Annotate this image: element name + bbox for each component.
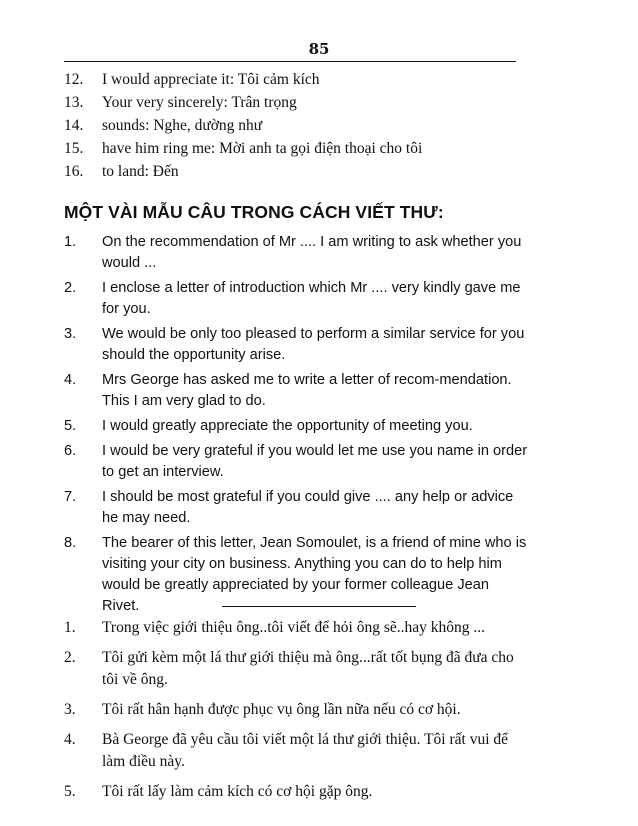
item-text: I would greatly appreciate the opportunity of meeting you. [102, 418, 473, 434]
item-text: Tôi rất lấy làm cảm kích có cơ hội gặp ông. [102, 783, 373, 800]
list-item [64, 232, 528, 274]
item-number: 15. [64, 140, 84, 157]
list-item [64, 533, 528, 617]
glossary-item [64, 114, 422, 137]
list-item [64, 729, 530, 773]
item-text: The bearer of this letter, Jean Somoulet, is a friend of mine who is visiting your city on business. Anything you can do to help him would be greatly appreciated by your former colleague Jean Rivet. [102, 535, 527, 614]
list-item [64, 617, 530, 639]
item-number: 14. [64, 117, 84, 134]
list-item [64, 324, 528, 366]
item-number: 5. [64, 418, 77, 434]
list-item [64, 699, 530, 721]
glossary-list [64, 68, 422, 183]
item-number: 12. [64, 71, 84, 88]
glossary-item [64, 91, 422, 114]
section-heading: MỘT VÀI MẪU CÂU TRONG CÁCH VIẾT THƯ: [64, 202, 444, 222]
english-sentence-list [64, 232, 528, 621]
list-item [64, 781, 530, 803]
item-text: sounds: Nghe, dường như [102, 117, 263, 134]
item-text: I would appreciate it: Tôi cảm kích [102, 71, 320, 88]
item-number: 7. [64, 489, 77, 505]
item-number: 3. [64, 326, 77, 342]
item-number: 4. [64, 372, 77, 388]
header-divider [64, 61, 516, 62]
item-text: to land: Đến [102, 163, 179, 180]
item-text: Mrs George has asked me to write a letter of recom-mendation. This I am very glad to do. [102, 372, 512, 409]
item-number: 1. [64, 619, 76, 636]
list-item [64, 487, 528, 529]
list-item [64, 278, 528, 320]
item-text: have him ring me: Mời anh ta gọi điện thoại cho tôi [102, 140, 423, 157]
item-number: 1. [64, 234, 77, 250]
list-item [64, 441, 528, 483]
item-text: Trong việc giới thiệu ông..tôi viết để hỏi ông sẽ..hay không ... [102, 619, 486, 636]
item-text: We would be only too pleased to perform a similar service for you should the opportunity arise. [102, 326, 525, 363]
item-text: Bà George đã yêu cầu tôi viết một lá thư giới thiệu. Tôi rất vui để làm điều này. [102, 731, 509, 770]
page-number: 85 [308, 40, 330, 58]
item-text: I would be very grateful if you would let me use you name in order to get an interview. [102, 443, 528, 480]
list-item [64, 647, 530, 691]
item-number: 2. [64, 280, 77, 296]
item-text: Tôi gửi kèm một lá thư giới thiệu mà ông...rất tốt bụng đã đưa cho tôi về ông. [102, 649, 514, 688]
item-number: 16. [64, 163, 84, 180]
item-text: On the recommendation of Mr .... I am writing to ask whether you would ... [102, 234, 522, 271]
list-item [64, 416, 528, 437]
glossary-item [64, 160, 422, 183]
vietnamese-sentence-list [64, 617, 530, 811]
item-text: I enclose a letter of introduction which Mr .... very kindly gave me for you. [102, 280, 521, 317]
item-number: 2. [64, 649, 76, 666]
item-number: 3. [64, 701, 76, 718]
item-number: 5. [64, 783, 76, 800]
glossary-item [64, 137, 422, 160]
item-number: 4. [64, 731, 76, 748]
item-number: 13. [64, 94, 84, 111]
item-number: 6. [64, 443, 77, 459]
item-text: Your very sincerely: Trân trọng [102, 94, 297, 111]
glossary-item [64, 68, 422, 91]
section-divider [222, 606, 416, 607]
list-item [64, 370, 528, 412]
item-text: I should be most grateful if you could give .... any help or advice he may need. [102, 489, 514, 526]
item-text: Tôi rất hân hạnh được phục vụ ông lần nữa nếu có cơ hội. [102, 701, 461, 718]
item-number: 8. [64, 535, 77, 551]
